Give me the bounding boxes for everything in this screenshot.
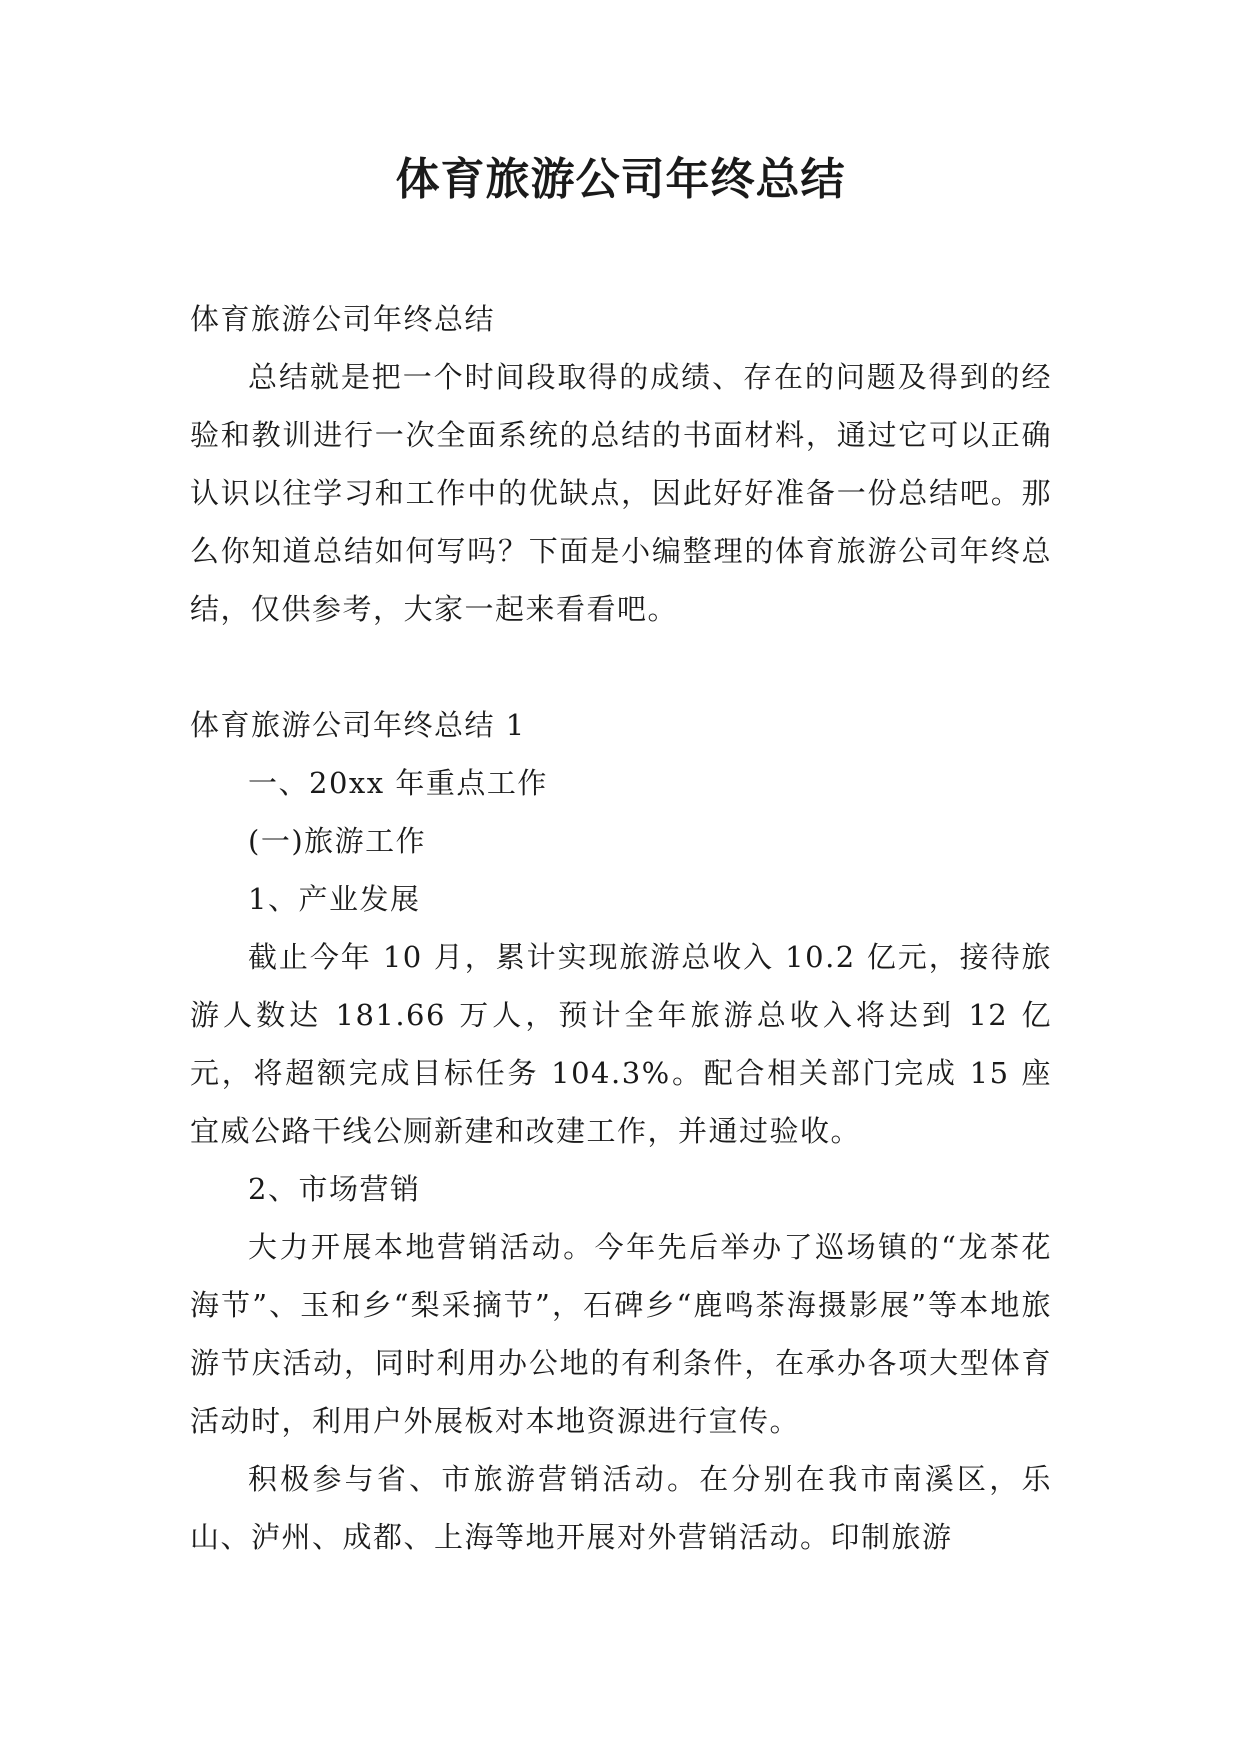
section-title: 体育旅游公司年终总结 1: [190, 708, 526, 742]
document-body: [190, 290, 1052, 1566]
marketing-paragraph-external: 积极参与省、市旅游营销活动。在分别在我市南溪区，乐山、泸州、成都、上海等地开展对外营销活动。印制旅游: [190, 1462, 1052, 1554]
industry-paragraph: 截止今年 10 月，累计实现旅游总收入 10.2 亿元，接待旅游人数达 181.66 万人，预计全年旅游总收入将达到 12 亿元，将超额完成目标任务 104.3%。配合相关部门完成 15 座宜威公路干线公厕新建和改建工作，并通过验收。: [190, 940, 1052, 1148]
heading-marketing: 2、市场营销: [248, 1172, 421, 1206]
intro-paragraph: 总结就是把一个时间段取得的成绩、存在的问题及得到的经验和教训进行一次全面系统的总结的书面材料，通过它可以正确认识以往学习和工作中的优缺点，因此好好准备一份总结吧。那么你知道总结如何写吗？下面是小编整理的体育旅游公司年终总结，仅供参考，大家一起来看看吧。: [190, 360, 1052, 626]
heading-key-work: 一、20xx 年重点工作: [248, 766, 548, 800]
heading-industry-development: 1、产业发展: [248, 882, 421, 916]
document-subtitle: 体育旅游公司年终总结: [190, 302, 496, 336]
paragraph-gap: [190, 638, 1052, 696]
document-title: 体育旅游公司年终总结: [395, 154, 846, 205]
heading-tourism-work: (一)旅游工作: [248, 824, 427, 858]
marketing-paragraph-local: 大力开展本地营销活动。今年先后举办了巡场镇的“龙茶花海节”、玉和乡“梨采摘节”，石碑乡“鹿鸣茶海摄影展”等本地旅游节庆活动，同时利用办公地的有利条件，在承办各项大型体育活动时，利用户外展板对本地资源进行宣传。: [190, 1230, 1052, 1438]
